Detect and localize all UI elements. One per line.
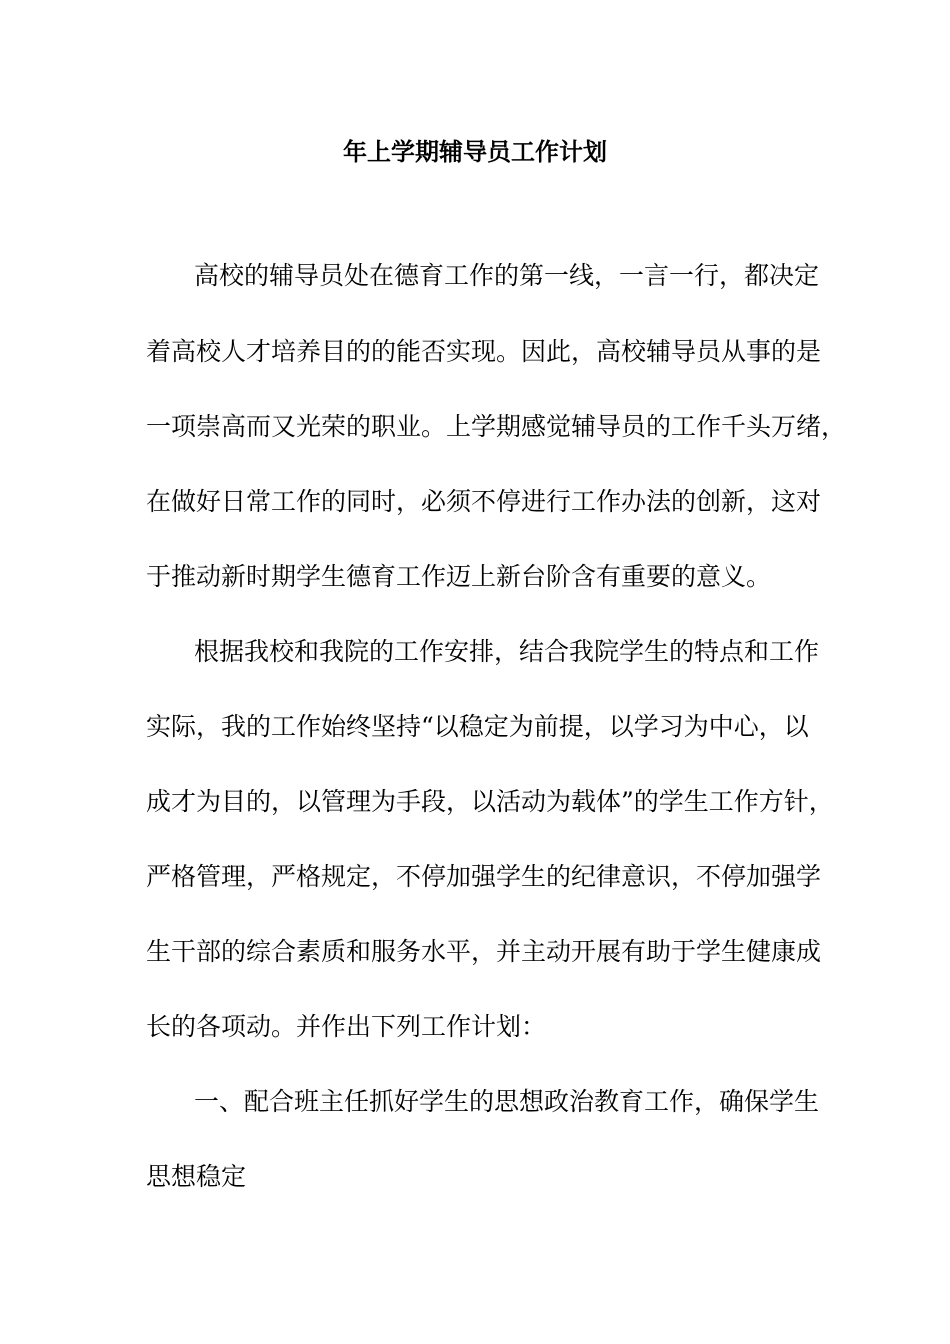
paragraph-1-line-2: 着高校人才培养目的的能否实现。因此，高校辅导员从事的是 bbox=[146, 337, 822, 366]
paragraph-2-line-4: 严格管理，严格规定，不停加强学生的纪律意识，不停加强学 bbox=[146, 862, 822, 891]
paragraph-1-line-1: 高校的辅导员处在德育工作的第一线，一言一行，都决定 bbox=[194, 261, 820, 290]
paragraph-2-line-1: 根据我校和我院的工作安排，结合我院学生的特点和工作 bbox=[194, 637, 820, 666]
section-heading-1-line-2: 思想稳定 bbox=[146, 1162, 247, 1191]
paragraph-1-line-5: 于推动新时期学生德育工作迈上新台阶含有重要的意义。 bbox=[146, 562, 772, 591]
paragraph-1-line-4: 在做好日常工作的同时，必须不停进行工作办法的创新，这对 bbox=[146, 487, 822, 516]
paragraph-2-line-6: 长的各项动。并作出下列工作计划： bbox=[146, 1012, 547, 1041]
section-heading-1-line-1: 一、配合班主任抓好学生的思想政治教育工作，确保学生 bbox=[194, 1087, 820, 1116]
paragraph-2-line-5: 生干部的综合素质和服务水平，并主动开展有助于学生健康成 bbox=[146, 937, 822, 966]
paragraph-1-line-3: 一项崇高而又光荣的职业。上学期感觉辅导员的工作千头万绪， bbox=[146, 412, 847, 441]
paragraph-2-line-2: 实际，我的工作始终坚持“以稳定为前提，以学习为中心，以 bbox=[146, 712, 809, 741]
paragraph-2-line-3: 成才为目的，以管理为手段，以活动为载体”的学生工作方针， bbox=[146, 787, 834, 816]
document-title: 年上学期辅导员工作计划 bbox=[343, 138, 607, 166]
